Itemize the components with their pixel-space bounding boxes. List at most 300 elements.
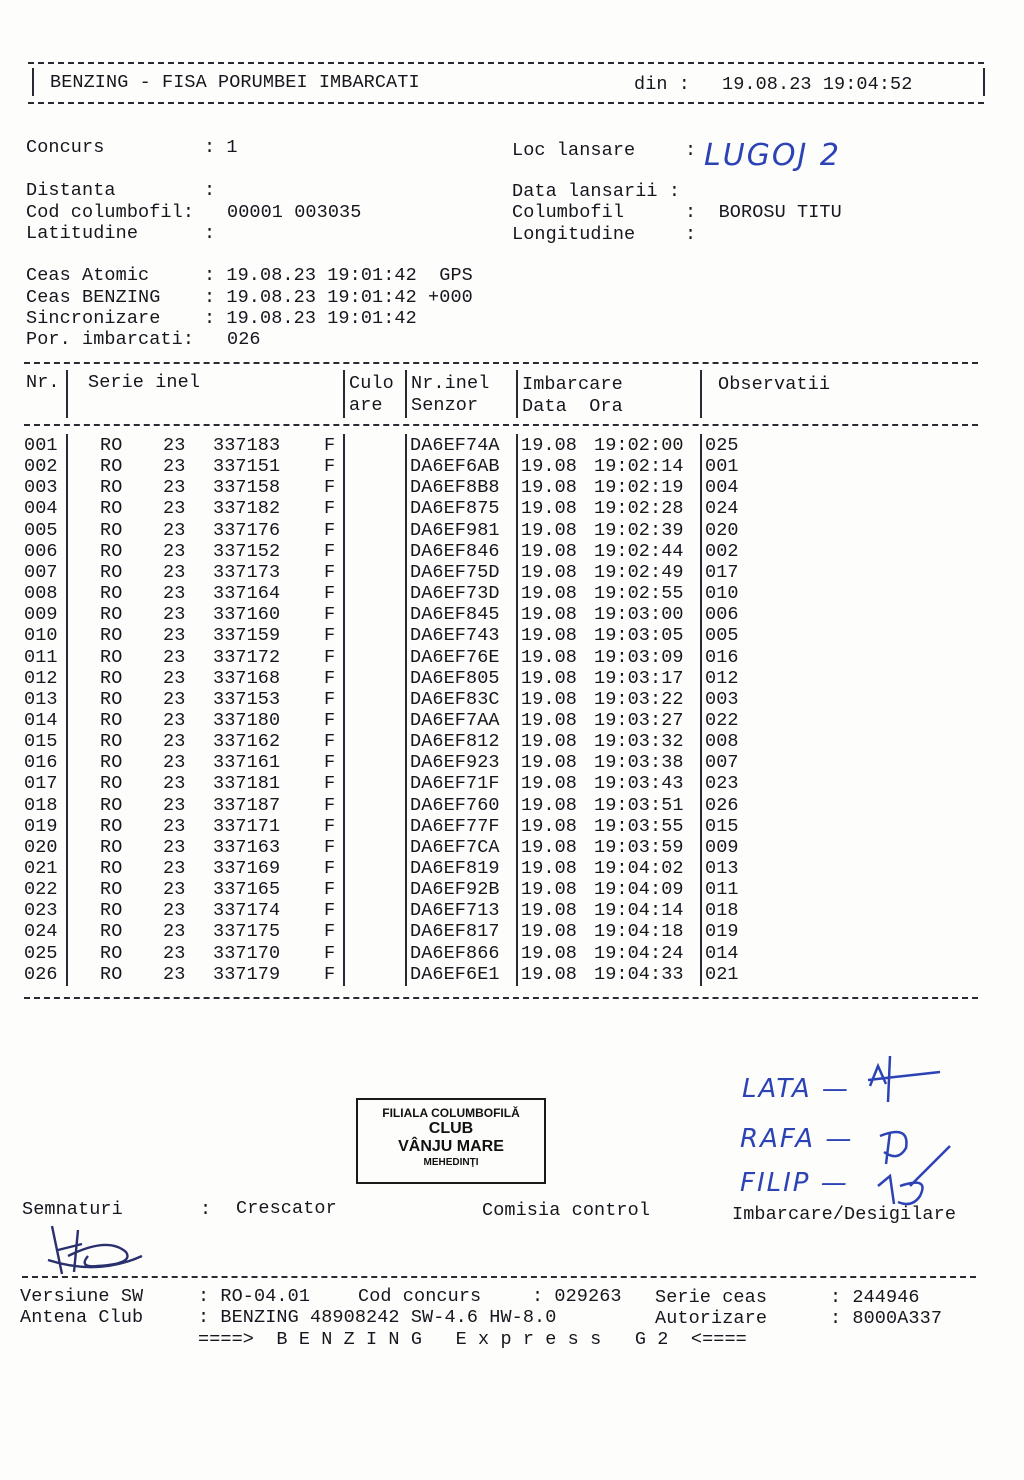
autorizare-label: Autorizare [655, 1308, 768, 1329]
cell-time: 19:03:55 [594, 815, 684, 837]
cell-observatii: 023 [705, 773, 739, 795]
cell-date: 19.08 [521, 477, 578, 499]
serie-ceas-value: : 244946 [830, 1287, 920, 1308]
cell-country: RO [100, 921, 123, 943]
sincronizare-value: : 19.08.23 19:01:42 [204, 308, 417, 329]
versiune-sw-value: : RO-04.01 [198, 1286, 311, 1307]
ceas-benzing-value: : 19.08.23 19:01:42 +000 [204, 287, 473, 308]
ceas-benzing-label: Ceas BENZING [26, 287, 161, 308]
cell-year: 23 [163, 858, 186, 879]
cell-date: 19.08 [521, 561, 578, 583]
cell-nr: 003 [24, 477, 58, 499]
document-date-label: din : [634, 74, 691, 95]
autorizare-value: : 8000A337 [830, 1308, 943, 1329]
cell-time: 19:02:28 [594, 498, 684, 520]
cell-sensor: DA6EF743 [410, 625, 500, 647]
cell-observatii: 015 [705, 815, 739, 837]
cell-sensor: DA6EF92B [410, 879, 500, 901]
crescator-signature [38, 1216, 148, 1280]
cell-ring: 337174 [213, 900, 281, 922]
cell-country: RO [100, 836, 123, 858]
cell-nr: 019 [24, 815, 58, 837]
semnaturi-label: Semnaturi [22, 1199, 123, 1220]
cell-time: 19:04:09 [594, 879, 684, 901]
col-header-observatii: Observatii [718, 374, 831, 395]
cell-date: 19.08 [521, 435, 578, 456]
cell-sensor: DA6EF75D [410, 561, 500, 583]
cell-sex: F [324, 604, 336, 626]
cell-nr: 025 [24, 942, 58, 964]
cell-nr: 010 [24, 625, 58, 647]
cell-sex: F [324, 836, 336, 858]
cell-sensor: DA6EF8B8 [410, 477, 500, 499]
col-header-culoare-2: are [349, 395, 383, 416]
cell-sex: F [324, 731, 336, 753]
cell-nr: 006 [24, 540, 58, 562]
cell-date: 19.08 [521, 667, 578, 689]
cell-time: 19:03:17 [594, 667, 684, 689]
cell-country: RO [100, 625, 123, 647]
cell-sensor: DA6EF981 [410, 519, 500, 541]
cell-ring: 337160 [213, 604, 281, 626]
cell-sex: F [324, 456, 336, 478]
cell-time: 19:02:44 [594, 540, 684, 562]
cell-nr: 013 [24, 688, 58, 710]
cell-nr: 018 [24, 794, 58, 816]
cell-nr: 022 [24, 879, 58, 901]
cell-time: 19:03:05 [594, 625, 684, 647]
distanta-label: Distanta [26, 180, 116, 201]
latitudine-label: Latitudine [26, 223, 139, 244]
col-divider-4-body [516, 434, 518, 986]
cell-time: 19:02:49 [594, 561, 684, 583]
cell-year: 23 [163, 709, 186, 731]
cell-time: 19:04:33 [594, 963, 684, 985]
cell-sensor: DA6EF83C [410, 688, 500, 710]
cell-date: 19.08 [521, 858, 578, 879]
cell-ring: 337152 [213, 540, 281, 562]
cell-time: 19:02:00 [594, 435, 684, 456]
col-divider-3-body [405, 434, 407, 986]
cell-date: 19.08 [521, 709, 578, 731]
semnaturi-colon: : [200, 1199, 212, 1220]
cell-time: 19:03:59 [594, 836, 684, 858]
data-lansarii-label: Data lansarii : [512, 181, 681, 202]
cell-date: 19.08 [521, 540, 578, 562]
handwritten-initials [850, 1036, 960, 1216]
cell-sex: F [324, 688, 336, 710]
cell-year: 23 [163, 921, 186, 943]
antena-club-value: : BENZING 48908242 SW-4.6 HW-8.0 [198, 1307, 557, 1328]
cell-date: 19.08 [521, 942, 578, 964]
cell-ring: 337151 [213, 456, 281, 478]
cell-sex: F [324, 773, 336, 795]
cell-sensor: DA6EF817 [410, 921, 500, 943]
cell-time: 19:02:19 [594, 477, 684, 499]
cell-ring: 337165 [213, 879, 281, 901]
col-divider-5-body [700, 434, 702, 986]
header-left-bar [32, 68, 34, 96]
cell-observatii: 020 [705, 519, 739, 541]
concurs-value: : 1 [204, 137, 238, 158]
cell-sensor: DA6EF713 [410, 900, 500, 922]
cell-year: 23 [163, 604, 186, 626]
cell-nr: 021 [24, 858, 58, 879]
cell-nr: 005 [24, 519, 58, 541]
cell-nr: 001 [24, 435, 58, 456]
cell-nr: 009 [24, 604, 58, 626]
col-divider-3-header [405, 370, 407, 418]
imbarcare-desigilare-label: Imbarcare/Desigilare [732, 1204, 957, 1225]
cell-sex: F [324, 752, 336, 774]
benzing-banner: ====> B E N Z I N G E x p r e s s G 2 <==== [198, 1329, 747, 1350]
cell-sensor: DA6EF74A [410, 435, 500, 456]
cell-sex: F [324, 477, 336, 499]
cell-country: RO [100, 942, 123, 964]
cell-year: 23 [163, 498, 186, 520]
cell-year: 23 [163, 561, 186, 583]
cell-year: 23 [163, 752, 186, 774]
cell-date: 19.08 [521, 456, 578, 478]
cell-year: 23 [163, 540, 186, 562]
cell-ring: 337163 [213, 836, 281, 858]
cell-ring: 337187 [213, 794, 281, 816]
cell-year: 23 [163, 477, 186, 499]
cell-date: 19.08 [521, 625, 578, 647]
table-top-rule [24, 362, 978, 364]
cell-date: 19.08 [521, 773, 578, 795]
cell-country: RO [100, 773, 123, 795]
cell-sex: F [324, 646, 336, 668]
table-bottom-rule [24, 997, 978, 999]
cell-year: 23 [163, 836, 186, 858]
cell-ring: 337172 [213, 646, 281, 668]
col-divider-1-header [66, 370, 68, 418]
cell-year: 23 [163, 963, 186, 985]
cell-sex: F [324, 942, 336, 964]
cell-sensor: DA6EF845 [410, 604, 500, 626]
cell-country: RO [100, 498, 123, 520]
cell-sex: F [324, 963, 336, 985]
ceas-atomic-value: : 19.08.23 19:01:42 GPS [204, 265, 473, 286]
versiune-sw-label: Versiune SW [20, 1286, 144, 1307]
cell-nr: 020 [24, 836, 58, 858]
cell-sex: F [324, 561, 336, 583]
cell-time: 19:02:55 [594, 583, 684, 605]
cell-date: 19.08 [521, 752, 578, 774]
cell-date: 19.08 [521, 794, 578, 816]
cell-sex: F [324, 921, 336, 943]
handwritten-name-3: FILIP — [740, 1168, 849, 1198]
cell-country: RO [100, 540, 123, 562]
sincronizare-label: Sincronizare [26, 308, 161, 329]
cell-sensor: DA6EF7CA [410, 836, 500, 858]
cell-sensor: DA6EF866 [410, 942, 500, 964]
cell-sensor: DA6EF923 [410, 752, 500, 774]
cell-date: 19.08 [521, 900, 578, 922]
cell-country: RO [100, 900, 123, 922]
loc-lansare-handwritten: LUGOJ 2 [704, 138, 842, 173]
cell-date: 19.08 [521, 646, 578, 668]
cell-observatii: 008 [705, 731, 739, 753]
cell-year: 23 [163, 773, 186, 795]
cell-nr: 011 [24, 646, 58, 668]
col-header-imbarcare-1: Imbarcare [522, 374, 623, 395]
cell-year: 23 [163, 646, 186, 668]
cod-concurs-label: Cod concurs [358, 1286, 482, 1307]
cell-sex: F [324, 667, 336, 689]
cell-year: 23 [163, 435, 186, 456]
cell-observatii: 026 [705, 794, 739, 816]
cell-time: 19:03:00 [594, 604, 684, 626]
cell-observatii: 012 [705, 667, 739, 689]
cell-year: 23 [163, 583, 186, 605]
cell-date: 19.08 [521, 815, 578, 837]
cell-ring: 337153 [213, 688, 281, 710]
cell-observatii: 018 [705, 900, 739, 922]
cell-nr: 024 [24, 921, 58, 943]
cell-time: 19:02:39 [594, 519, 684, 541]
cell-sex: F [324, 498, 336, 520]
cell-time: 19:03:22 [594, 688, 684, 710]
loc-lansare-colon: : [685, 140, 697, 161]
cell-year: 23 [163, 625, 186, 647]
cell-date: 19.08 [521, 731, 578, 753]
footer-top-rule [22, 1276, 976, 1278]
stamp-line-2: CLUB [428, 1120, 474, 1137]
cod-concurs-value: : 029263 [532, 1286, 622, 1307]
cell-sex: F [324, 625, 336, 647]
cell-nr: 015 [24, 731, 58, 753]
cell-observatii: 005 [705, 625, 739, 647]
cell-country: RO [100, 583, 123, 605]
cell-year: 23 [163, 794, 186, 816]
cell-time: 19:03:43 [594, 773, 684, 795]
cell-year: 23 [163, 519, 186, 541]
stamp-line-1: FILIALA COLUMBOFILĂ [382, 1106, 520, 1120]
cell-country: RO [100, 794, 123, 816]
cell-nr: 014 [24, 709, 58, 731]
cell-observatii: 022 [705, 709, 739, 731]
cell-ring: 337168 [213, 667, 281, 689]
cell-sensor: DA6EF77F [410, 815, 500, 837]
cell-country: RO [100, 604, 123, 626]
handwritten-name-2: RAFA — [740, 1124, 854, 1154]
handwritten-name-1: LATA — [742, 1074, 850, 1104]
cell-country: RO [100, 646, 123, 668]
columbofil-value: : BOROSU TITU [685, 202, 842, 223]
cell-date: 19.08 [521, 963, 578, 985]
cell-observatii: 003 [705, 688, 739, 710]
cell-year: 23 [163, 731, 186, 753]
longitudine-value: : [685, 224, 697, 245]
cell-observatii: 017 [705, 561, 739, 583]
col-header-culoare-1: Culo [349, 373, 394, 394]
cell-observatii: 024 [705, 498, 739, 520]
cell-country: RO [100, 752, 123, 774]
serie-ceas-label: Serie ceas [655, 1287, 768, 1308]
loc-lansare-label: Loc lansare [512, 140, 636, 161]
cell-country: RO [100, 688, 123, 710]
cell-year: 23 [163, 879, 186, 901]
cell-year: 23 [163, 900, 186, 922]
cell-date: 19.08 [521, 879, 578, 901]
col-divider-5-header [700, 370, 702, 418]
cell-observatii: 013 [705, 858, 739, 879]
latitudine-value: : [204, 223, 216, 244]
document-title: BENZING - FISA PORUMBEI IMBARCATI [50, 72, 420, 93]
cell-year: 23 [163, 667, 186, 689]
cell-ring: 337161 [213, 752, 281, 774]
cell-sex: F [324, 879, 336, 901]
cell-time: 19:02:14 [594, 456, 684, 478]
stamp-line-3: VÂNJU MARE [398, 1138, 504, 1155]
cell-observatii: 025 [705, 435, 739, 456]
header-top-rule [28, 62, 984, 64]
cell-sex: F [324, 815, 336, 837]
cell-year: 23 [163, 942, 186, 964]
col-header-serie: Serie inel [88, 372, 201, 393]
porumbei-imbarcati-value: 026 [227, 329, 261, 350]
cell-country: RO [100, 667, 123, 689]
col-divider-4-header [516, 370, 518, 418]
cell-nr: 008 [24, 583, 58, 605]
cell-date: 19.08 [521, 519, 578, 541]
cell-country: RO [100, 561, 123, 583]
cell-time: 19:03:38 [594, 752, 684, 774]
cell-sensor: DA6EF7AA [410, 709, 500, 731]
cell-ring: 337179 [213, 963, 281, 985]
cell-nr: 026 [24, 963, 58, 985]
cell-sex: F [324, 858, 336, 879]
col-divider-2-body [343, 434, 345, 986]
cell-time: 19:04:18 [594, 921, 684, 943]
cell-ring: 337175 [213, 921, 281, 943]
cell-observatii: 011 [705, 879, 739, 901]
cell-sensor: DA6EF73D [410, 583, 500, 605]
cell-ring: 337158 [213, 477, 281, 499]
cell-time: 19:03:27 [594, 709, 684, 731]
cell-country: RO [100, 858, 123, 879]
cell-ring: 337180 [213, 709, 281, 731]
cell-time: 19:04:24 [594, 942, 684, 964]
club-stamp [356, 1098, 546, 1184]
cell-date: 19.08 [521, 583, 578, 605]
cell-country: RO [100, 435, 123, 456]
col-divider-2-header [343, 370, 345, 418]
cell-country: RO [100, 709, 123, 731]
cell-country: RO [100, 477, 123, 499]
cell-year: 23 [163, 688, 186, 710]
col-divider-1-body [66, 434, 68, 986]
cod-columbofil-label: Cod columbofil: [26, 202, 195, 223]
cell-nr: 002 [24, 456, 58, 478]
cell-sex: F [324, 900, 336, 922]
distanta-value: : [204, 180, 216, 201]
cell-nr: 004 [24, 498, 58, 520]
cell-sensor: DA6EF76E [410, 646, 500, 668]
cell-time: 19:03:51 [594, 794, 684, 816]
cell-nr: 007 [24, 561, 58, 583]
comisia-control-label: Comisia control [482, 1200, 651, 1221]
cell-observatii: 021 [705, 963, 739, 985]
columbofil-label: Columbofil [512, 202, 625, 223]
cod-columbofil-value: 00001 003035 [227, 202, 362, 223]
porumbei-imbarcati-label: Por. imbarcati: [26, 329, 195, 350]
cell-sensor: DA6EF819 [410, 858, 500, 879]
cell-nr: 016 [24, 752, 58, 774]
cell-time: 19:03:32 [594, 731, 684, 753]
cell-date: 19.08 [521, 688, 578, 710]
cell-date: 19.08 [521, 836, 578, 858]
cell-sensor: DA6EF71F [410, 773, 500, 795]
cell-sex: F [324, 794, 336, 816]
cell-sensor: DA6EF6E1 [410, 963, 500, 985]
cell-ring: 337164 [213, 583, 281, 605]
concurs-label: Concurs [26, 137, 105, 158]
ceas-atomic-label: Ceas Atomic [26, 265, 150, 286]
cell-nr: 023 [24, 900, 58, 922]
cell-sex: F [324, 583, 336, 605]
col-header-nr: Nr. [26, 372, 60, 393]
col-header-nrinel-2: Senzor [411, 395, 479, 416]
cell-country: RO [100, 456, 123, 478]
header-bottom-rule [28, 102, 984, 104]
cell-ring: 337171 [213, 815, 281, 837]
cell-observatii: 004 [705, 477, 739, 499]
cell-ring: 337162 [213, 731, 281, 753]
cell-observatii: 014 [705, 942, 739, 964]
cell-sensor: DA6EF846 [410, 540, 500, 562]
cell-sensor: DA6EF875 [410, 498, 500, 520]
cell-sensor: DA6EF6AB [410, 456, 500, 478]
crescator-label: Crescator [236, 1198, 337, 1219]
stamp-line-4: MEHEDINŢI [423, 1157, 479, 1168]
cell-date: 19.08 [521, 498, 578, 520]
cell-time: 19:03:09 [594, 646, 684, 668]
cell-ring: 337170 [213, 942, 281, 964]
cell-observatii: 006 [705, 604, 739, 626]
cell-year: 23 [163, 456, 186, 478]
cell-ring: 337176 [213, 519, 281, 541]
cell-sensor: DA6EF760 [410, 794, 500, 816]
cell-ring: 337159 [213, 625, 281, 647]
cell-country: RO [100, 815, 123, 837]
cell-ring: 337181 [213, 773, 281, 795]
cell-observatii: 001 [705, 456, 739, 478]
cell-ring: 337182 [213, 498, 281, 520]
cell-sex: F [324, 540, 336, 562]
cell-observatii: 002 [705, 540, 739, 562]
document-date-value: 19.08.23 19:04:52 [722, 74, 913, 95]
table-header-bottom-rule [24, 424, 978, 426]
col-header-nrinel-1: Nr.inel [411, 373, 490, 394]
cell-ring: 337169 [213, 858, 281, 879]
cell-ring: 337183 [213, 435, 281, 456]
cell-country: RO [100, 731, 123, 753]
cell-year: 23 [163, 815, 186, 837]
cell-observatii: 010 [705, 583, 739, 605]
cell-time: 19:04:14 [594, 900, 684, 922]
cell-sex: F [324, 709, 336, 731]
cell-time: 19:04:02 [594, 858, 684, 879]
cell-date: 19.08 [521, 921, 578, 943]
cell-sex: F [324, 435, 336, 456]
header-right-bar [983, 68, 985, 96]
cell-sensor: DA6EF805 [410, 667, 500, 689]
cell-observatii: 019 [705, 921, 739, 943]
cell-nr: 017 [24, 773, 58, 795]
